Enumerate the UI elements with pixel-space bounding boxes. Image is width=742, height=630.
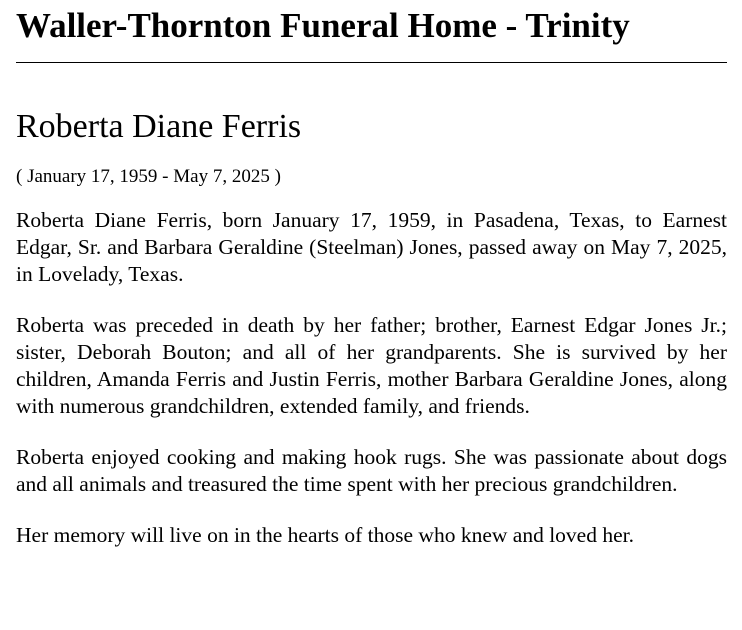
life-dates: ( January 17, 1959 - May 7, 2025 ) (16, 166, 281, 187)
obituary-paragraph-interests: Roberta enjoyed cooking and making hook rugs. She was passionate about dogs and all animals and treasured the time spent with her precious grandchildren. (16, 445, 727, 496)
obituary-paragraph-memory: Her memory will live on in the hearts of those who knew and loved her. (16, 523, 634, 547)
obituary-body (16, 207, 727, 549)
obituary-paragraph-birth: Roberta Diane Ferris, born January 17, 1959, in Pasadena, Texas, to Earnest Edgar, Sr. and Barbara Geraldine (Steelman) Jones, passed away on May 7, 2025, in Lovelady, Texas. (16, 208, 727, 286)
deceased-name: Roberta Diane Ferris (16, 108, 302, 145)
site-title: Waller-Thornton Funeral Home - Trinity (16, 6, 630, 45)
title-divider (16, 62, 727, 63)
obituary-paragraph-family: Roberta was preceded in death by her father; brother, Earnest Edgar Jones Jr.; sister, Deborah Bouton; and all of her grandparents. She is survived by her children, Amanda Ferris and Justin Ferris, mother Barbara Geraldine Jones, along with numerous grandchildren, extended family, and friends. (16, 313, 727, 418)
obituary (16, 107, 727, 549)
